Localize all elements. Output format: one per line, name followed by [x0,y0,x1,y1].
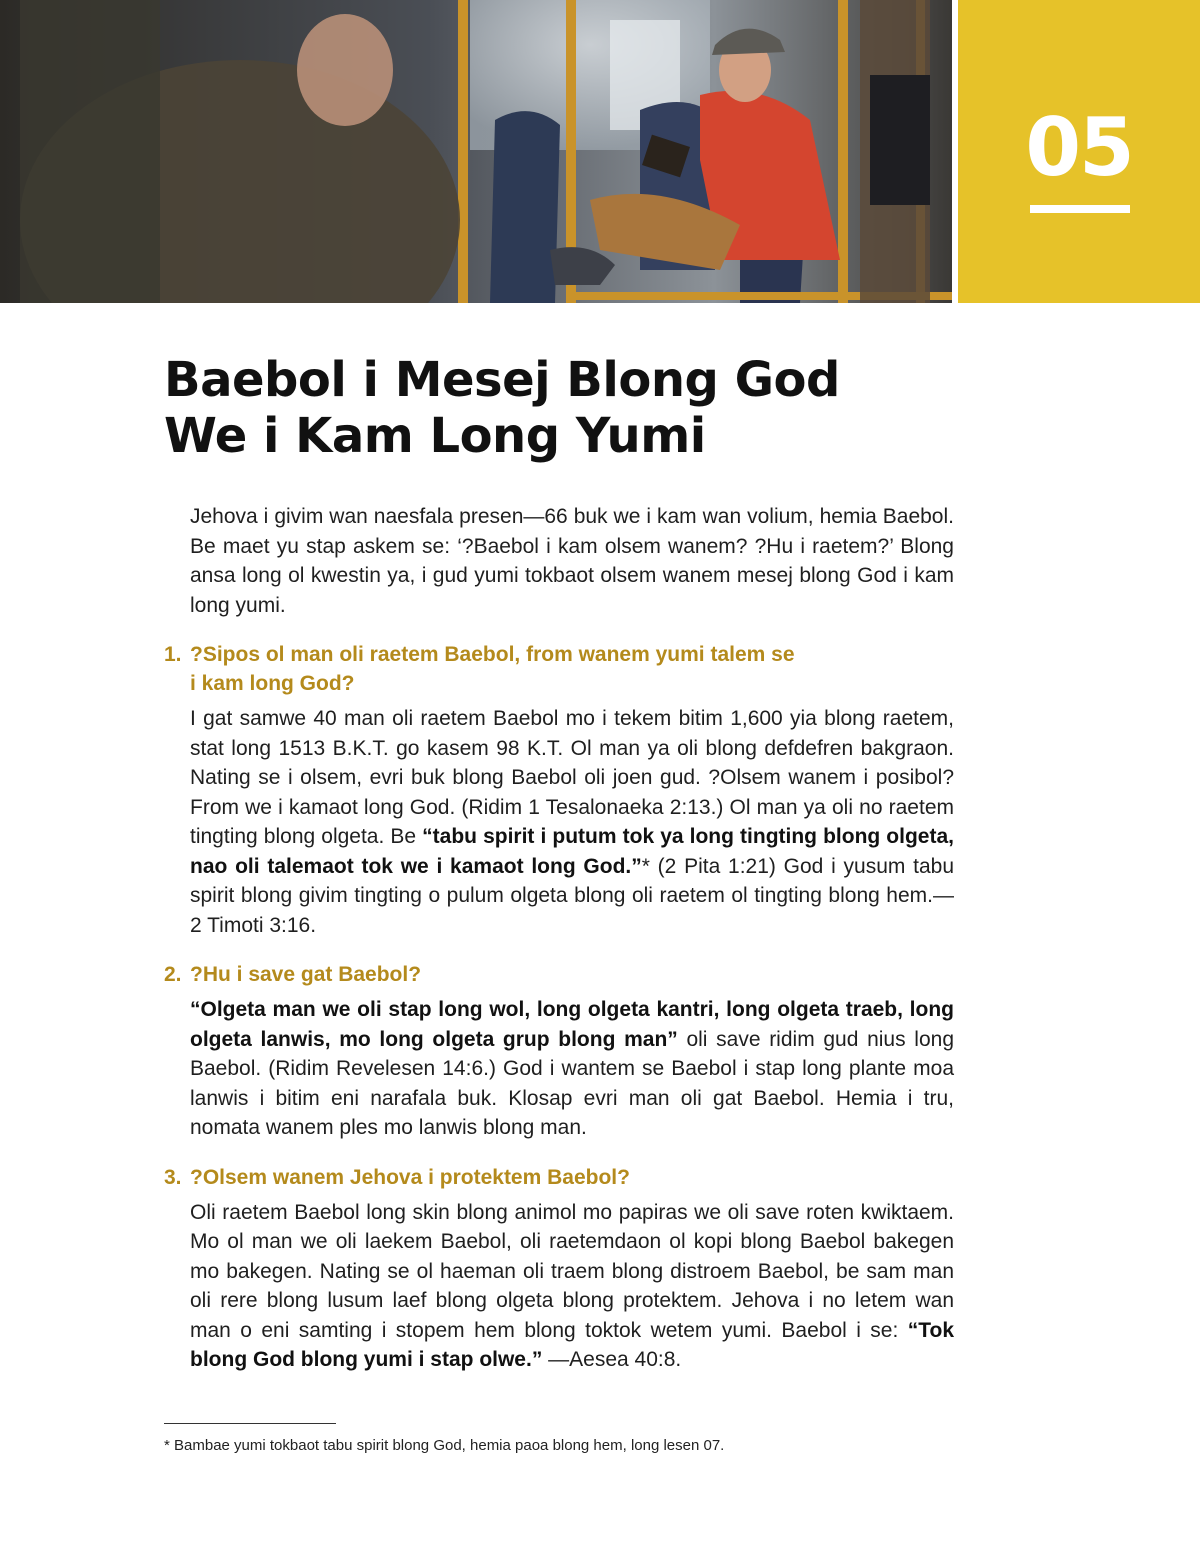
footnote-divider [164,1423,336,1424]
question-2-text [190,960,421,989]
intro-paragraph: Jehova i givim wan naesfala presen—66 buk we i kam wan volium, hemia Baebol. Be maet yu stap askem se: ‘?Baebol i kam olsem wanem? ?Hu i raetem?’ Blong ansa long ol kwestin ya, i gud yumi tokbaot olsem wanem mesej blong God i kam long yumi. [190,505,954,617]
question-1-text [190,640,795,698]
answer-1-paragraph [190,704,954,940]
question-3-line-1: ?Olsem wanem Jehova i protektem Baebol? [190,1165,630,1189]
bus-scene-illustration [0,0,952,303]
page-title [164,352,840,464]
answer-1-text-after: * (2 Pita 1:21) God i yusum tabu spirit blong givim tingting o pulum olgeta blong oli raetem ol tingting blong hem.—2 Timoti 3:16. [190,854,955,937]
answer-3-text-before: Oli raetem Baebol long skin blong animol mo papiras we oli save roten kwiktaem. Mo ol man we oli laekem Baebol, oli raetemdaon ol kopi blong Baebol bakegen mo bakegen. Nating se ol haeman oli traem blong distroem Baebol, be sam man oli rere blong lusum laef blong olgeta blong protektem. Jehova i no letem wan man o eni samting i stopem hem blong toktok wetem yumi. Baebol i se: [190,1200,954,1342]
question-2-heading [164,960,954,989]
question-1-line-1: ?Sipos ol man oli raetem Baebol, from wanem yumi talem se [190,643,795,666]
answer-1-text-before: I gat samwe 40 man oli raetem Baebol mo i tekem bitim 1,600 yia blong raetem, stat long 1513 B.K.T. go kasem 98 K.T. Ol man ya oli blong defdefren bakgraon. Nating se i olsem, evri buk blong Baebol oli joen gud. ?Olsem wanem i posibol? From we i kamaot long God. (Ridim 1 Tesalonaeka 2:13.) Ol man ya oli no raetem tingting blong olgeta. Be [190,707,954,848]
answer-2-paragraph [190,995,954,1143]
question-3-text [190,1163,630,1192]
question-1-number: 1. [164,643,182,666]
answer-3-bold-quote: “Tok blong God blong yumi i stap olwe.” [190,1318,954,1371]
question-3-heading [164,1163,954,1192]
answer-1-bold-quote: “tabu spirit i putum tok ya long tingting blong olgeta, nao oli talemaot tok we i kamaot long God.” [190,825,954,878]
answer-2-bold-quote: “Olgeta man we oli stap long wol, long olgeta kantri, long olgeta traeb, long olgeta lanwis, mo long olgeta grup blong man” [190,998,954,1051]
article-body [164,502,954,1375]
lesson-number-underline [1030,205,1130,213]
lesson-number-box [958,0,1200,303]
header-photo [0,0,952,303]
question-2-line-1: ?Hu i save gat Baebol? [190,963,422,986]
question-1-line-2: i kam long God? [190,672,355,695]
question-1-heading [164,640,954,698]
answer-3-text-after: —Aesea 40:8. [542,1348,682,1371]
page-title-line-2: We i Kam Long Yumi [164,408,706,464]
answer-2-text-after: oli save ridim gud nius long Baebol. (Ridim Revelesen 14:6.) God i wantem se Baebol i stap long plante moa lanwis i bitim eni narafala buk. Klosap evri man oli gat Baebol. Hemia i tru, nomata wanem ples mo lanwis blong man. [190,1027,954,1139]
footnote: * Bambae yumi tokbaot tabu spirit blong God, hemia paoa blong hem, long lesen 07. [164,1437,725,1454]
question-2-number: 2. [164,963,182,986]
lesson-number: 05 [1025,101,1133,194]
page-title-line-1: Baebol i Mesej Blong God [164,352,840,408]
question-3-number: 3. [164,1165,182,1189]
answer-3-paragraph [190,1198,954,1375]
